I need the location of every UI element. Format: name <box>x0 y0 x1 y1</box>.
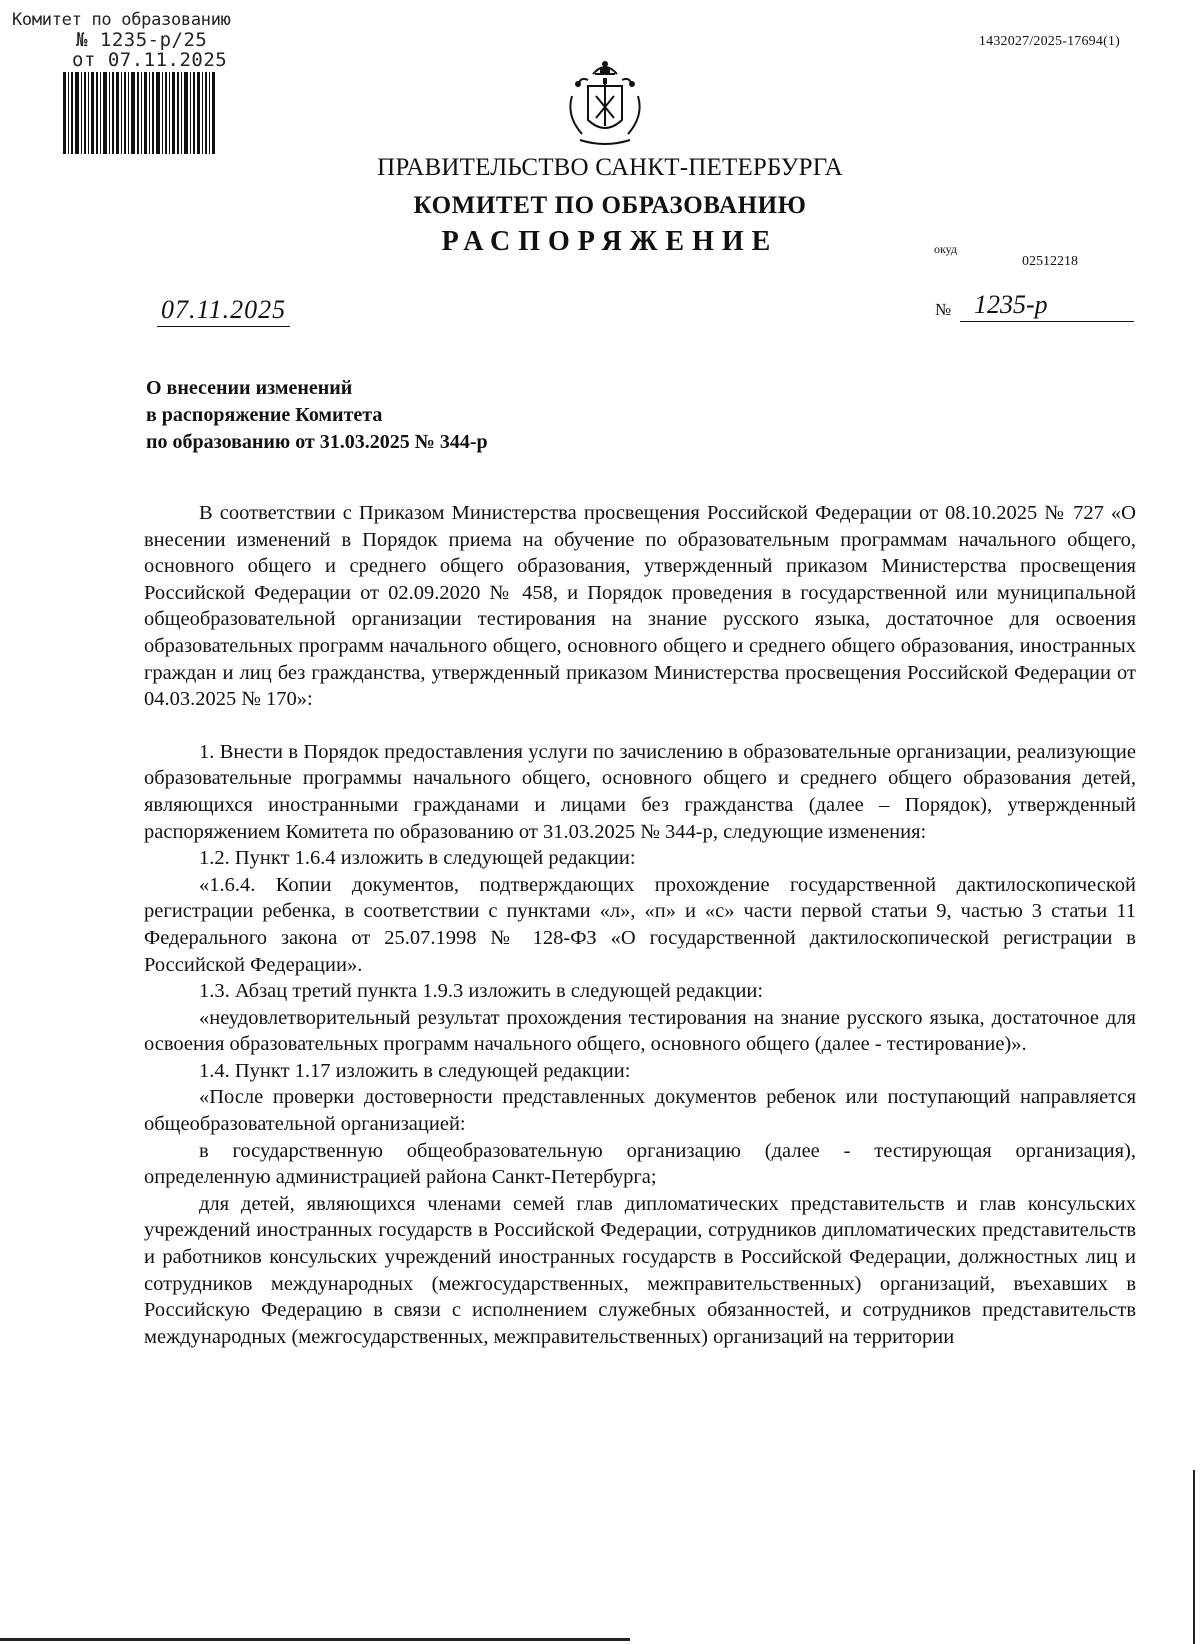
registration-stamp <box>12 10 272 70</box>
body-paragraph: в государственную общеобразовательную организацию (далее - тестирующая организация), определенную администрацией района Санкт-Петербурга; <box>144 1139 1136 1189</box>
government-name: ПРАВИТЕЛЬСТВО САНКТ-ПЕТЕРБУРГА <box>377 154 843 181</box>
body-paragraph: «неудовлетворительный результат прохождения тестирования на знание русского языка, достаточное для освоения образовательных программ начального общего, основного общего (далее - тестирование)». <box>144 1006 1136 1056</box>
stamp-date: от 07.11.2025 <box>72 49 228 71</box>
document-number: 1235-р <box>960 290 1134 322</box>
body-paragraph: «После проверки достоверности представленных документов ребенок или поступающий направляется общеобразовательной организацией: <box>144 1086 1136 1136</box>
stamp-org: Комитет по образованию <box>12 10 231 30</box>
document-subject <box>146 375 488 456</box>
body-paragraph: 1.3. Абзац третий пункта 1.9.3 изложить в следующей редакции: <box>199 980 764 1003</box>
subject-line: по образованию от 31.03.2025 № 344-р <box>146 431 488 453</box>
body-paragraph: 1.4. Пункт 1.17 изложить в следующей редакции: <box>199 1059 631 1082</box>
document-date: 07.11.2025 <box>157 295 290 327</box>
barcode-image <box>63 72 217 154</box>
committee-name: КОМИТЕТ ПО ОБРАЗОВАНИЮ <box>413 192 807 219</box>
coat-of-arms-emblem <box>560 56 650 148</box>
preamble-paragraph: В соответствии с Приказом Министерства просвещения Российской Федерации от 08.10.2025 № 727 «О внесении изменений в Порядок приема на обучение по образовательным программам начального общего, основного общего и среднего общего образования, утвержденный приказом Министерства просвещения Российской Федерации от 02.09.2020 № 458, и Порядок проведения в государственной или муниципальной общеобразовательной организации тестирования на знание русского языка, достаточное для освоения образовательных программ начального общего, основного общего и среднего общего образования, иностранных граждан и лиц без гражданства, утвержденный приказом Министерства просвещения Российской Федерации от 04.03.2025 № 170»: <box>144 502 1136 711</box>
body-paragraph: для детей, являющихся членами семей глав дипломатических представительств и глав консульских учреждений иностранных государств в Российской Федерации, сотрудников дипломатических представительств и работников консульских учреждений иностранных государств в Российской Федерации, должностных лиц и сотрудников международных (межгосударственных, межправительственных) организаций, въехавших в Российскую Федерацию в связи с исполнением служебных обязанностей, и сотрудников представительств международных (межгосударственных, межправительственных) организаций на территории <box>144 1192 1136 1348</box>
document-type-title: РАСПОРЯЖЕНИЕ <box>441 226 779 257</box>
body-paragraph: 1. Внести в Порядок предоставления услуги по зачислению в образовательные организации, реализующие образовательные программы начального общего, основного общего и среднего общего образования детей, являющихся иностранными гражданами и лицами без гражданства (далее – Порядок), утвержденный распоряжением Комитета по образованию от 31.03.2025 № 344-р, следующие изменения: <box>144 740 1136 843</box>
body-paragraph: 1.2. Пункт 1.6.4 изложить в следующей редакции: <box>199 847 636 870</box>
document-body <box>144 500 1136 1350</box>
number-label: № <box>935 300 952 319</box>
scan-edge-line <box>0 1638 630 1641</box>
okud-label: окуд <box>934 242 958 256</box>
body-paragraph: «1.6.4. Копии документов, подтверждающих прохождение государственной дактилоскопической регистрации ребенка, в соответствии с пунктами «л», «п» и «с» части первой статьи 9, частью 3 статьи 11 Федерального закона от 25.07.1998 № 128-ФЗ «О государственной дактилоскопической регистрации в Российской Федерации». <box>144 873 1136 976</box>
scan-edge-line <box>1193 1470 1195 1644</box>
subject-line: О внесении изменений <box>146 377 353 399</box>
stamp-number: № 1235-р/25 <box>76 29 208 51</box>
subject-line: в распоряжение Комитета <box>146 404 383 426</box>
okud-code: 02512218 <box>1022 254 1078 269</box>
document-id: 1432027/2025-17694(1) <box>978 34 1120 49</box>
